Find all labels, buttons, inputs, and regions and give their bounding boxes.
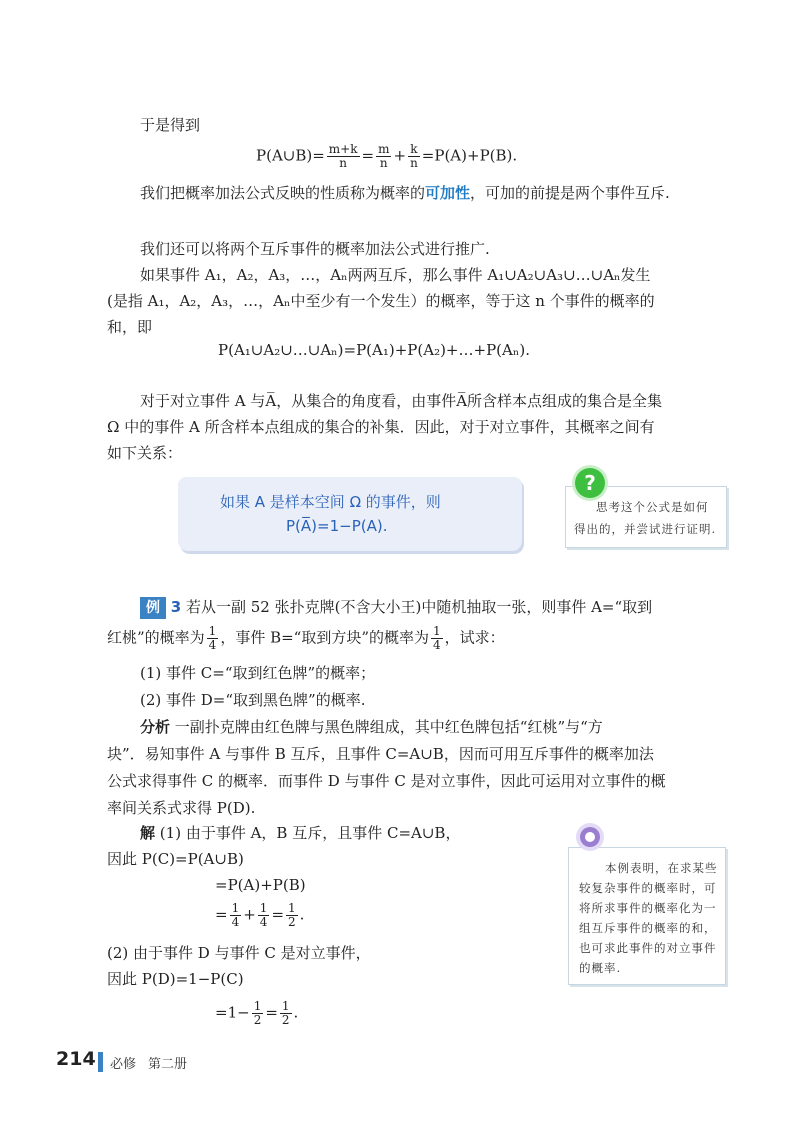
fraction bbox=[327, 143, 360, 170]
analysis-label: 分析 bbox=[140, 718, 171, 736]
note-line: 较复杂事件的概率时，可 bbox=[579, 881, 717, 895]
note-line: 也可求此事件的对立事件 bbox=[579, 941, 717, 955]
volume-name: 第二册 bbox=[148, 1057, 188, 1072]
text: . bbox=[293, 1003, 299, 1022]
fraction-den: 2 bbox=[281, 1013, 290, 1027]
paragraph-line: (是指 A₁，A₂，A₃，…，Aₙ中至少有一个发生）的概率，等于这 n 个事件的概率的 bbox=[107, 292, 655, 310]
text: ，事件 B=“取到方块”的概率为 bbox=[220, 628, 430, 647]
paragraph-line: 如果事件 A₁，A₂，A₃，…，Aₙ两两互斥，那么事件 A₁∪A₂∪A₃∪…∪Aₙ发生 bbox=[140, 266, 651, 284]
fraction-num: m+k bbox=[328, 142, 358, 156]
example-tag: 例 bbox=[140, 597, 166, 619]
fraction bbox=[280, 1000, 292, 1027]
solution-line: 因此 P(C)=P(A∪B) bbox=[107, 850, 244, 868]
fraction bbox=[376, 143, 391, 170]
fraction bbox=[207, 625, 219, 652]
text: ，试求： bbox=[444, 628, 505, 647]
fraction-den: 4 bbox=[231, 915, 240, 929]
fraction-den: n bbox=[379, 156, 388, 170]
box-line-2: P(A̅)=1−P(A). bbox=[286, 517, 388, 535]
fraction bbox=[230, 902, 242, 929]
bulb-icon bbox=[575, 822, 605, 852]
fraction-den: 4 bbox=[433, 638, 441, 652]
fraction-den: 4 bbox=[259, 915, 268, 929]
fraction-num: m bbox=[378, 142, 390, 156]
analysis-line: 公式求得事件 C 的概率．而事件 D 与事件 C 是对立事件，因此可运用对立事件的概 bbox=[107, 772, 666, 790]
example-line-2 bbox=[107, 625, 505, 652]
fraction bbox=[252, 1000, 264, 1027]
fraction-num: 1 bbox=[253, 999, 262, 1013]
eq-sign: = bbox=[265, 1003, 278, 1022]
example-line-1 bbox=[140, 596, 652, 619]
question-icon: ? bbox=[575, 468, 605, 498]
analysis-line-1 bbox=[140, 716, 603, 738]
analysis-line: 块”．易知事件 A 与事件 B 互斥，且事件 C=A∪B，因而可用互斥事件的概率加法 bbox=[107, 745, 654, 763]
text: =1− bbox=[215, 1003, 250, 1022]
text-intro: 于是得到 bbox=[140, 116, 201, 134]
solution-line-fractions bbox=[215, 1000, 298, 1027]
question-2: (2) 事件 D=“取到黑色牌”的概率. bbox=[140, 691, 366, 709]
analysis-line: 率间关系式求得 P(D). bbox=[107, 799, 256, 817]
eq-sign: = bbox=[361, 146, 375, 165]
fraction-num: k bbox=[410, 142, 418, 156]
text: . bbox=[299, 905, 305, 924]
note-line: 得出的，并尝试进行证明. bbox=[574, 522, 717, 536]
question-1: (1) 事件 C=“取到红色牌”的概率； bbox=[140, 664, 376, 682]
fraction-num: 1 bbox=[259, 901, 268, 915]
text: 一副扑克牌由红色牌与黑色牌组成，其中红色牌包括“红桃”与“方 bbox=[174, 718, 603, 736]
solution-line-fractions bbox=[215, 902, 304, 929]
equation-general: P(A₁∪A₂∪…∪Aₙ)=P(A₁)+P(A₂)+…+P(Aₙ). bbox=[218, 341, 530, 359]
fraction-den: n bbox=[339, 156, 348, 170]
text: 我们把概率加法公式反映的性质称为概率的 bbox=[140, 184, 426, 202]
paragraph-line: 我们还可以将两个互斥事件的概率加法公式进行推广. bbox=[140, 240, 490, 258]
fraction-num: 1 bbox=[281, 999, 290, 1013]
solution-line: 因此 P(D)=1−P(C) bbox=[107, 970, 244, 988]
eq-left: P(A∪B)= bbox=[256, 146, 325, 165]
fraction-num: 1 bbox=[208, 624, 217, 638]
fraction-num: 1 bbox=[288, 901, 296, 915]
fraction-den: n bbox=[410, 156, 418, 170]
fraction bbox=[286, 902, 298, 929]
eq-sign: = bbox=[271, 905, 285, 924]
side-note-remark bbox=[568, 847, 726, 985]
text: 若从一副 52 张扑克牌(不含大小王)中随机抽取一张，则事件 A=“取到 bbox=[186, 598, 653, 616]
page-number: 214 bbox=[56, 1048, 96, 1070]
eq-sign: = bbox=[215, 905, 228, 924]
note-line: 组互斥事件的概率的和， bbox=[579, 921, 717, 935]
note-line: 的概率. bbox=[579, 961, 622, 975]
note-line: 本例表明，在求某些 bbox=[605, 861, 718, 875]
equation-additivity bbox=[256, 143, 517, 170]
fraction-den: 2 bbox=[288, 915, 296, 929]
paragraph-line: 对于对立事件 A 与A̅，从集合的角度看，由事件A̅所含样本点组成的集合是全集 bbox=[140, 392, 663, 410]
solution-line-1 bbox=[140, 822, 460, 844]
paragraph-line: Ω 中的事件 A 所含样本点组成的集合的补集．因此，对于对立事件，其概率之间有 bbox=[107, 418, 655, 436]
formula-box bbox=[178, 477, 522, 551]
book-name: 必修 bbox=[110, 1057, 137, 1072]
text: 红桃”的概率为 bbox=[107, 628, 205, 647]
text: (1) 由于事件 A，B 互斥，且事件 C=A∪B， bbox=[159, 824, 461, 842]
solution-label: 解 bbox=[140, 824, 156, 842]
paragraph-line: 如下关系： bbox=[107, 444, 183, 462]
solution-line: =P(A)+P(B) bbox=[215, 876, 306, 894]
note-line: 思考这个公式是如何 bbox=[596, 500, 709, 514]
fraction bbox=[431, 625, 443, 652]
fraction bbox=[408, 143, 420, 170]
fraction-num: 1 bbox=[433, 624, 441, 638]
keyword-additivity: 可加性 bbox=[425, 184, 471, 202]
additivity-definition bbox=[140, 182, 670, 204]
paragraph-line: 和，即 bbox=[107, 318, 153, 336]
example-number: 3 bbox=[170, 598, 182, 616]
box-line-1: 如果 A 是样本空间 Ω 的事件，则 bbox=[220, 493, 441, 511]
footer-bar bbox=[98, 1052, 103, 1072]
fraction-den: 4 bbox=[208, 638, 217, 652]
solution-line: (2) 由于事件 D 与事件 C 是对立事件， bbox=[107, 944, 371, 962]
plus-sign: + bbox=[243, 905, 256, 924]
fraction bbox=[258, 902, 270, 929]
fraction-num: 1 bbox=[231, 901, 240, 915]
fraction-den: 2 bbox=[253, 1013, 262, 1027]
text: ，可加的前提是两个事件互斥. bbox=[470, 184, 670, 202]
note-line: 将所求事件的概率化为一 bbox=[579, 901, 717, 915]
eq-right: =P(A)+P(B). bbox=[421, 146, 518, 165]
plus-sign: + bbox=[393, 146, 407, 165]
